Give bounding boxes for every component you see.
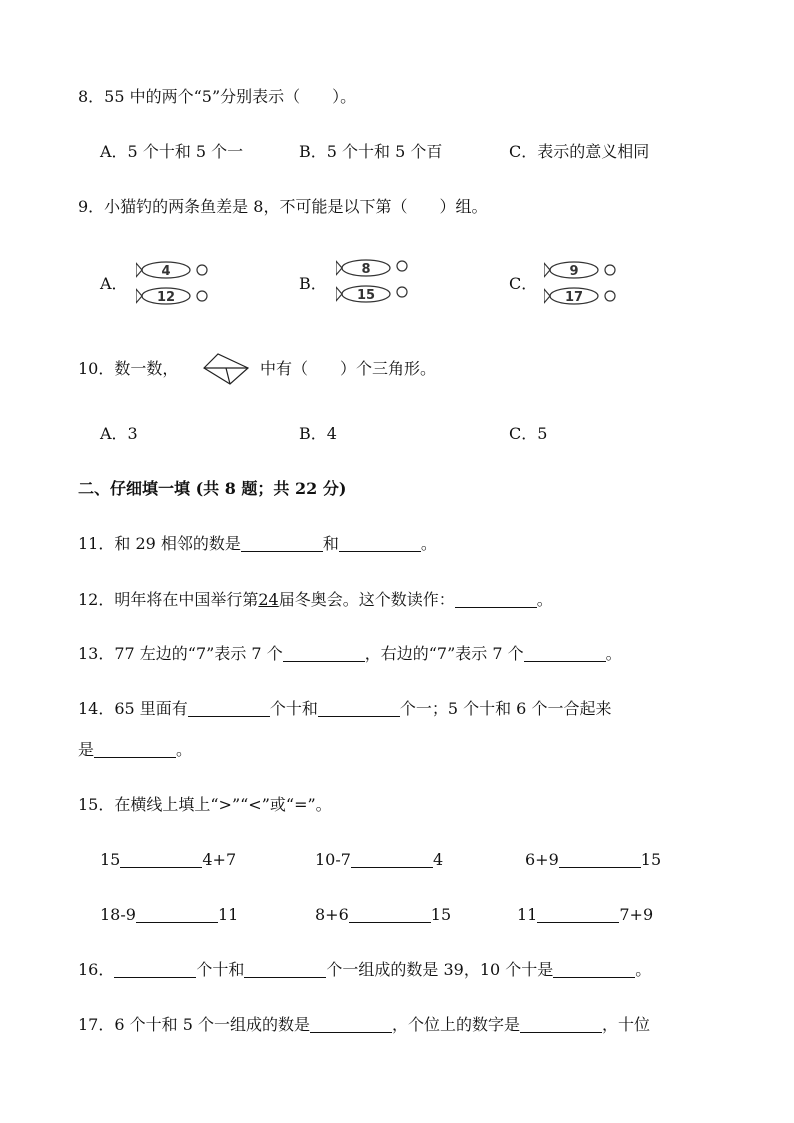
q17: [78, 1014, 650, 1036]
q14-line-2: [78, 739, 192, 761]
fish-number: 17: [564, 290, 584, 305]
answer-blank[interactable]: [520, 1016, 602, 1033]
q15-item: [315, 849, 443, 871]
answer-blank[interactable]: [553, 961, 635, 978]
q10-option-c[interactable]: C．5: [509, 424, 548, 443]
fish-icon: [544, 262, 615, 279]
q14-line-1: [78, 698, 611, 720]
q11-text-a: 11．和 29 相邻的数是: [78, 534, 241, 553]
q15-left: 18-9: [100, 905, 136, 924]
answer-blank[interactable]: [339, 535, 421, 552]
fish-number: 8: [361, 262, 371, 277]
q13-text-b: ，右边的“7”表示 7 个: [364, 644, 524, 663]
q13-text-a: 13．77 左边的“7”表示 7 个: [78, 644, 283, 663]
section-2-title: 二、仔细填一填 (共 8 题；共 22 分): [78, 479, 347, 498]
q15-left: 6+9: [525, 850, 559, 869]
q9-stem: 9．小猫钓的两条鱼差是 8，不可能是以下第（ ）组。: [78, 197, 488, 216]
answer-blank[interactable]: [537, 906, 619, 923]
q10-prefix: 10．数一数，: [78, 359, 179, 378]
q9-option-a-fish-pair: [136, 258, 212, 310]
q16: [78, 959, 651, 981]
fish-icon: [336, 260, 407, 277]
fish-icon: [544, 288, 615, 305]
answer-blank[interactable]: [559, 851, 641, 868]
q13-text-c: 。: [605, 644, 622, 663]
q9-option-b-fish-pair: [336, 256, 412, 308]
q15-right: 11: [217, 905, 239, 924]
q8-option-a[interactable]: A．5 个十和 5 个一: [100, 142, 244, 161]
fish-number: 12: [156, 290, 176, 305]
q9-option-b-label[interactable]: B．: [299, 274, 327, 293]
q16-text-d: 。: [635, 960, 652, 979]
q15-stem: 15．在横线上填上“>”“<”或“=”。: [78, 795, 332, 814]
q10-option-b[interactable]: B．4: [299, 424, 337, 443]
answer-blank[interactable]: [94, 741, 176, 758]
q14-text-d: 是: [78, 740, 95, 759]
fish-icon: [336, 286, 407, 303]
q15-item: [517, 904, 653, 926]
q12-number: 24: [258, 590, 279, 609]
q12-text-b: 届冬奥会。这个数读作：: [278, 590, 455, 609]
answer-blank[interactable]: [455, 591, 537, 608]
q13: [78, 643, 622, 665]
q14-text-e: 。: [176, 740, 193, 759]
q11: [78, 533, 437, 555]
answer-blank[interactable]: [349, 906, 431, 923]
q15-item: [525, 849, 661, 871]
q17-text-a: 17．6 个十和 5 个一组成的数是: [78, 1015, 310, 1034]
answer-blank[interactable]: [283, 645, 365, 662]
q15-left: 8+6: [315, 905, 349, 924]
q8-stem: 8．55 中的两个“5”分别表示（ ）。: [78, 87, 357, 106]
q12-text-a: 12．明年将在中国举行第: [78, 590, 259, 609]
fish-number: 9: [569, 264, 579, 279]
q14-text-c: 个一；5 个十和 6 个一合起来: [399, 699, 612, 718]
q16-text-c: 个一组成的数是 39，10 个十是: [326, 960, 554, 979]
q15-item: [100, 849, 236, 871]
answer-blank[interactable]: [114, 961, 196, 978]
fish-icon: [136, 262, 207, 279]
q9-option-a-label[interactable]: A．: [100, 274, 128, 293]
q12-text-c: 。: [536, 590, 553, 609]
answer-blank[interactable]: [188, 700, 270, 717]
q17-text-c: ，十位: [602, 1015, 651, 1034]
answer-blank[interactable]: [120, 851, 202, 868]
q14-text-a: 14．65 里面有: [78, 699, 188, 718]
q16-text-a: 16．: [78, 960, 115, 979]
q11-text-b: 和: [322, 534, 339, 553]
answer-blank[interactable]: [241, 535, 323, 552]
answer-blank[interactable]: [310, 1016, 392, 1033]
q10-option-a[interactable]: A．3: [100, 424, 138, 443]
q15-right: 4+7: [202, 850, 237, 869]
q16-text-b: 个十和: [196, 960, 245, 979]
q15-right: 15: [640, 850, 662, 869]
q15-item: [100, 904, 238, 926]
q11-text-c: 。: [420, 534, 437, 553]
q15-right: 15: [430, 905, 452, 924]
fish-number: 4: [161, 264, 171, 279]
q15-right: 7+9: [619, 905, 654, 924]
answer-blank[interactable]: [244, 961, 326, 978]
q9-option-c-fish-pair: [544, 258, 620, 310]
q15-right: 4: [432, 850, 444, 869]
q12: [78, 589, 553, 611]
q15-left: 11: [517, 905, 538, 924]
answer-blank[interactable]: [318, 700, 400, 717]
q9-option-c-label[interactable]: C．: [509, 274, 538, 293]
fish-number: 15: [356, 288, 376, 303]
q10-suffix: 中有（ ）个三角形。: [260, 359, 437, 378]
answer-blank[interactable]: [351, 851, 433, 868]
answer-blank[interactable]: [524, 645, 606, 662]
answer-blank[interactable]: [136, 906, 218, 923]
triangle-figure: [200, 350, 250, 394]
q15-left: 10-7: [315, 850, 351, 869]
q8-option-c[interactable]: C．表示的意义相同: [509, 142, 650, 161]
q17-text-b: ，个位上的数字是: [391, 1015, 520, 1034]
q8-option-b[interactable]: B．5 个十和 5 个百: [299, 142, 443, 161]
q15-item: [315, 904, 451, 926]
q14-text-b: 个十和: [269, 699, 318, 718]
fish-icon: [136, 288, 207, 305]
q15-left: 15: [100, 850, 121, 869]
